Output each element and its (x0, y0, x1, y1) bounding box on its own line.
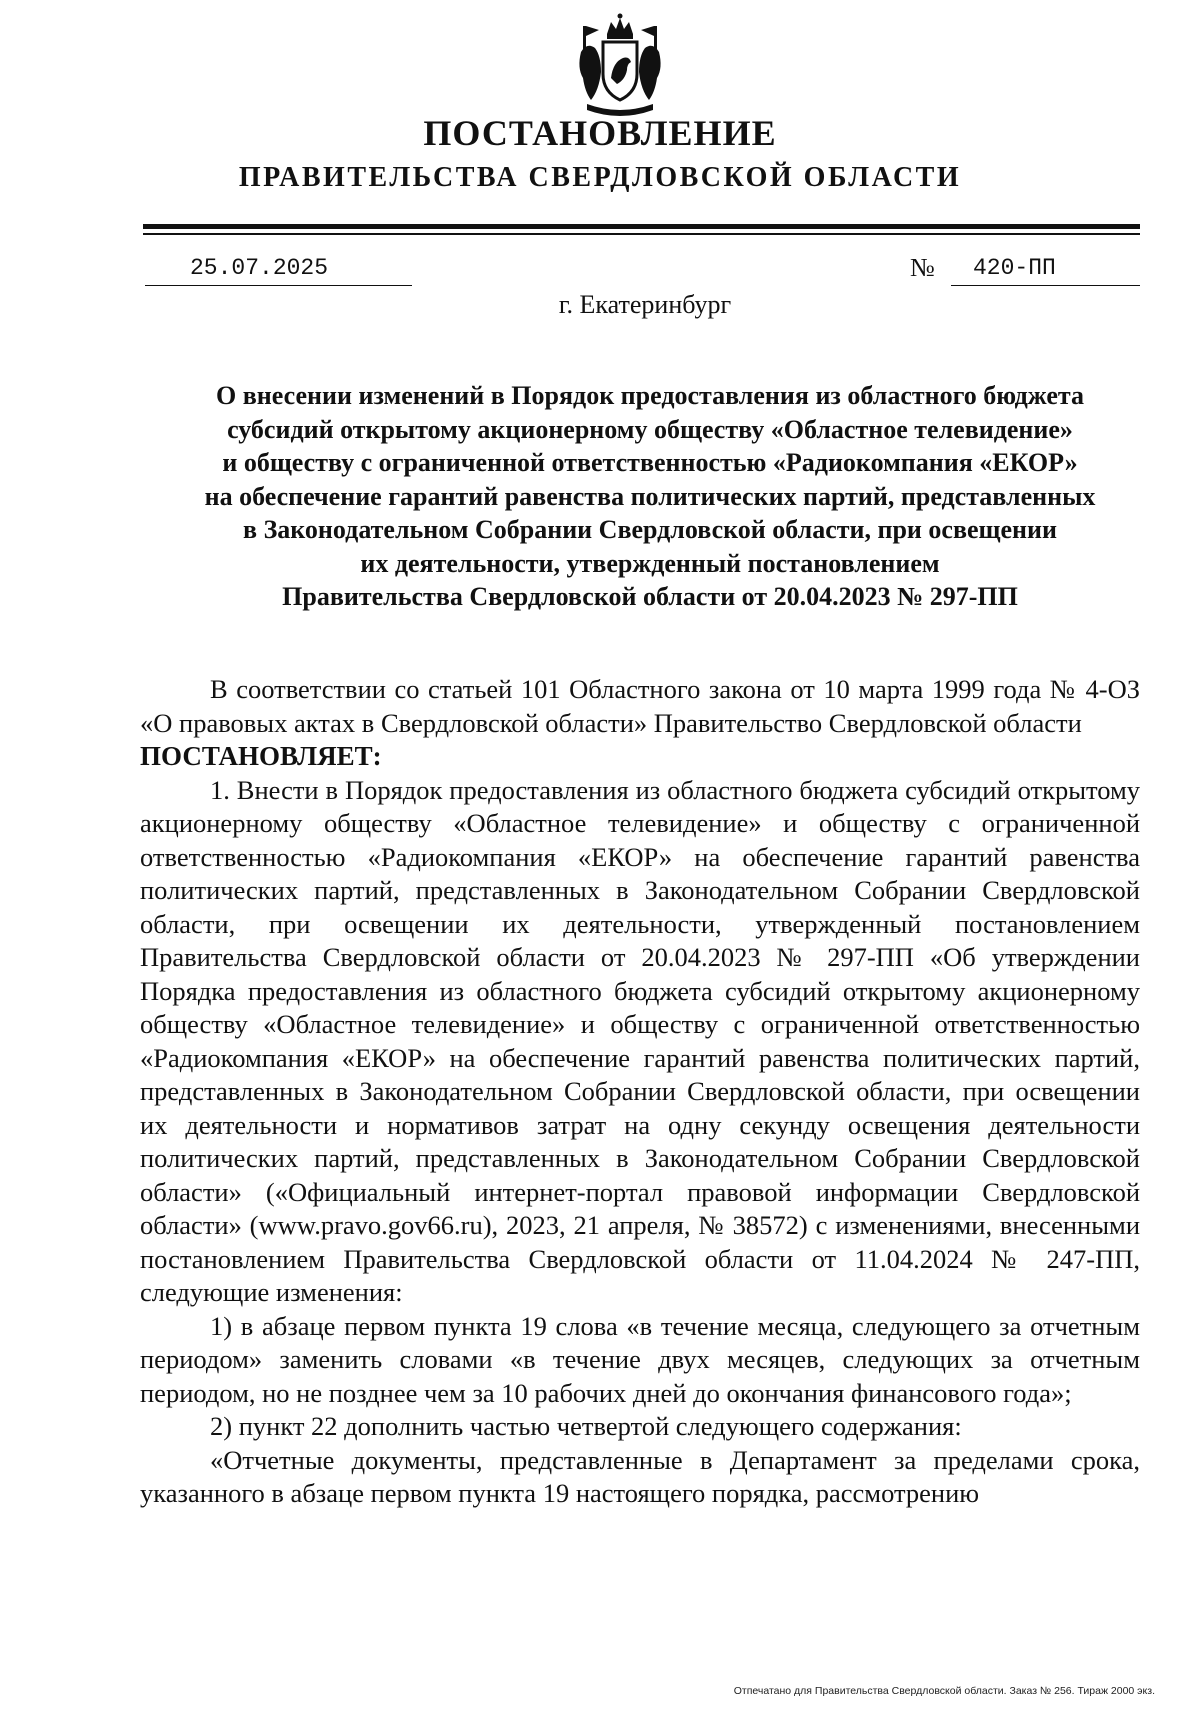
heading-line: и обществу с ограниченной ответственностью «Радиокомпания «ЕКОР» (222, 448, 1078, 477)
document-date: 25.07.2025 (145, 255, 412, 286)
document-city: г. Екатеринбург (558, 290, 732, 319)
heading-line: в Законодательном Собрании Свердловской области, при освещении (243, 515, 1057, 544)
heading-line: их деятельности, утвержденный постановлением (360, 548, 940, 578)
heading-line: на обеспечение гарантий равенства политических партий, представленных (204, 481, 1096, 511)
item-1-2-paragraph: 2) пункт 22 дополнить частью четвертой следующего содержания: (210, 1411, 962, 1441)
heading-line: Правительства Свердловской области от 20.04.2023 № 297-ПП (282, 582, 1018, 611)
document-number: 420-ПП (951, 255, 1140, 286)
document-heading (120, 379, 1180, 614)
document-body (140, 673, 1140, 1511)
item-1-1-paragraph: 1) в абзаце первом пункта 19 слова «в течение месяца, следующего за отчетным периодом» заменить словами «в течение двух месяцев, следующих за отчетным периодом, но не позднее чем за 10 рабочих дней до окончания финансового года»; (140, 1310, 1140, 1408)
heading-line: субсидий открытому акционерному обществу «Областное телевидение» (227, 414, 1073, 444)
preamble-paragraph: В соответствии со статьей 101 Областного закона от 10 марта 1999 года № 4-ОЗ «О правовых актах в Свердловской области» Правительство Свердловской области (140, 674, 1140, 738)
number-sign: № (910, 253, 935, 282)
coat-of-arms-icon (573, 12, 667, 120)
item-1-paragraph: 1. Внести в Порядок предоставления из областного бюджета субсидий открытому акционерному обществу «Областное телевидение» и обществу с ограниченной ответственностью «Радиокомпания «ЕКОР» на обеспечение гарантий равенства политических партий, представленных в Законодательном Собрании Свердловской области, при освещении их деятельности, утвержденный постановлением Правительства Свердловской области от 20.04.2023 № 297-ПП «Об утверждении Порядка предоставления из областного бюджета субсидий открытому акционерному обществу «Областное телевидение» и обществу с ограниченной ответственностью «Радиокомпания «ЕКОР» на обеспечение гарантий равенства политических партий, представленных в Законодательном Собрании Свердловской области, при освещении их деятельности и нормативов затрат на одну секунду освещения деятельности политических партий, представленных в Законодательном Собрании Свердловской области» («Официальный интернет-портал правовой информации Свердловской области» (www.pravo.gov66.ru), 2023, 21 апреля, № 38572) с изменениями, внесенными постановлением Правительства Свердловской области от 11.04.2024 № 247-ПП, следующие изменения: (140, 774, 1140, 1307)
decree-word: ПОСТАНОВЛЯЕТ: (140, 741, 382, 771)
header-divider-thick (143, 224, 1140, 229)
document-title: ПОСТАНОВЛЕНИЕ (423, 113, 777, 153)
quote-paragraph: «Отчетные документы, представленные в Департамент за пределами срока, указанного в абзаце первом пункта 19 настоящего порядка, рассмотрению (140, 1444, 1140, 1508)
document-subtitle: ПРАВИТЕЛЬСТВА СВЕРДЛОВСКОЙ ОБЛАСТИ (238, 162, 962, 193)
header-divider-thin (143, 233, 1140, 235)
print-footer: Отпечатано для Правительства Свердловской области. Заказ № 256. Тираж 2000 экз. (733, 1685, 1155, 1697)
heading-line: О внесении изменений в Порядок предоставления из областного бюджета (216, 381, 1084, 410)
